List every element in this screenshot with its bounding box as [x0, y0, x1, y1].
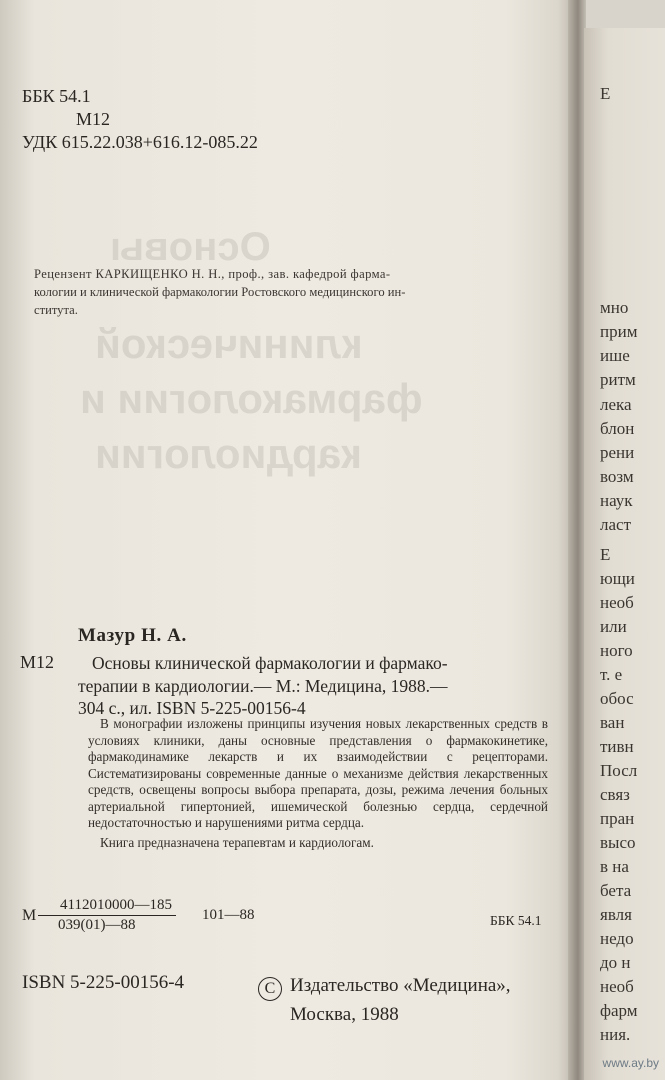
right-page-fragment: Е	[600, 545, 611, 564]
right-page	[584, 28, 665, 1080]
reviewer-note	[34, 265, 534, 319]
right-page-fragment: мно	[600, 298, 629, 317]
right-page-fragment: явля	[600, 905, 632, 924]
right-page-fragment: обос	[600, 689, 634, 708]
right-page-fragment: блон	[600, 419, 635, 438]
reviewer-line: Рецензент КАРКИЩЕНКО Н. Н., проф., зав. кафедрой фарма-	[34, 267, 391, 281]
udk-code: УДК 615.22.038+616.12-085.22	[22, 132, 258, 152]
bib-line: Основы клинической фармакологии и фармако-	[92, 653, 448, 673]
bib-line: 304 с., ил. ISBN 5-225-00156-4	[78, 698, 306, 718]
right-page-fragment: рени	[600, 443, 635, 462]
classification-numerator: 4112010000—185	[38, 897, 176, 916]
right-page-fragment: недо	[600, 929, 634, 948]
right-page-fragment: высо	[600, 833, 636, 852]
abstract-text: В монографии изложены принципы изучения новых лекарственных средств в условиях клиники, даны основные представления о фармакокинетике, фармакодинамике лекарств и их взаимодействии с рецепторами. Систематизированы современные данные о механизме действия лекарственных средств, освещены вопросы выбора препарата, дозы, режима лечения больных артериальной гипертонией, ишемической болезнью сердца, сердечной недостаточностью и нарушениями ритма сердца.	[88, 716, 548, 830]
classification-denominator: 039(01)—88	[58, 917, 136, 933]
right-page-fragment: или	[600, 617, 627, 636]
reviewer-line: кологии и клинической фармакологии Ростовского медицинского ин-	[34, 285, 406, 299]
city-year: Москва, 1988	[290, 1004, 399, 1025]
reviewer-line: ститута.	[34, 303, 78, 317]
m-code: М12	[76, 109, 111, 129]
bbk-label: ББК 54.1	[22, 86, 91, 106]
bib-line: терапии в кардиологии.— М.: Медицина, 1988.—	[78, 675, 448, 696]
show-through-text: кардиологии	[95, 430, 362, 477]
right-page-fragment: прим	[600, 322, 638, 341]
classification-number: 101—88	[202, 907, 255, 923]
classification-m: М	[22, 907, 37, 924]
publisher-row	[258, 972, 511, 1001]
right-page-fragment: необ	[600, 977, 634, 996]
right-page-fragment: необ	[600, 593, 634, 612]
right-page-fragment: ритм	[600, 370, 636, 389]
entry-code: М12	[20, 652, 55, 672]
intended-audience: Книга предназначена терапевтам и кардиологам.	[100, 835, 374, 850]
bbk-bottom: ББК 54.1	[490, 913, 542, 928]
copyright-icon: С	[258, 977, 282, 1001]
right-page-fragment: ласт	[600, 515, 632, 534]
right-page-fragment: пран	[600, 809, 635, 828]
author-name: Мазур Н. А.	[78, 625, 187, 646]
show-through-text: клинической	[95, 320, 363, 367]
watermark: www.ay.by	[602, 1056, 659, 1070]
right-page-fragment: до н	[600, 953, 631, 972]
bbk-block	[22, 85, 258, 154]
right-page-fragment: Е	[600, 84, 611, 103]
right-page-fragment: в на	[600, 857, 629, 876]
right-page-fragment: ющи	[600, 569, 635, 588]
publisher-block	[258, 972, 511, 1028]
right-page-fragment: ише	[600, 346, 630, 365]
right-page-fragment: связ	[600, 785, 630, 804]
right-page-fragment: т. е	[600, 665, 623, 684]
show-through-text: фармакологии и	[80, 375, 423, 422]
right-page-fragment: Посл	[600, 761, 638, 780]
bibliographic-description	[78, 652, 548, 720]
isbn: ISBN 5-225-00156-4	[22, 972, 185, 993]
right-page-fragment: лека	[600, 395, 632, 414]
abstract	[88, 716, 548, 832]
show-through-text: Основы	[110, 225, 271, 269]
right-page-fragment: ния.	[600, 1025, 631, 1044]
right-page-fragment: тивн	[600, 737, 634, 756]
classification-code	[22, 897, 322, 941]
right-page-fragment: наук	[600, 491, 633, 510]
right-page-fragment: возм	[600, 467, 634, 486]
right-page-fragment: ван	[600, 713, 625, 732]
right-page-fragment: бета	[600, 881, 632, 900]
publisher-name: Издательство «Медицина»,	[290, 975, 511, 996]
right-page-fragment: фарм	[600, 1001, 638, 1020]
right-page-fragment: ного	[600, 641, 633, 660]
